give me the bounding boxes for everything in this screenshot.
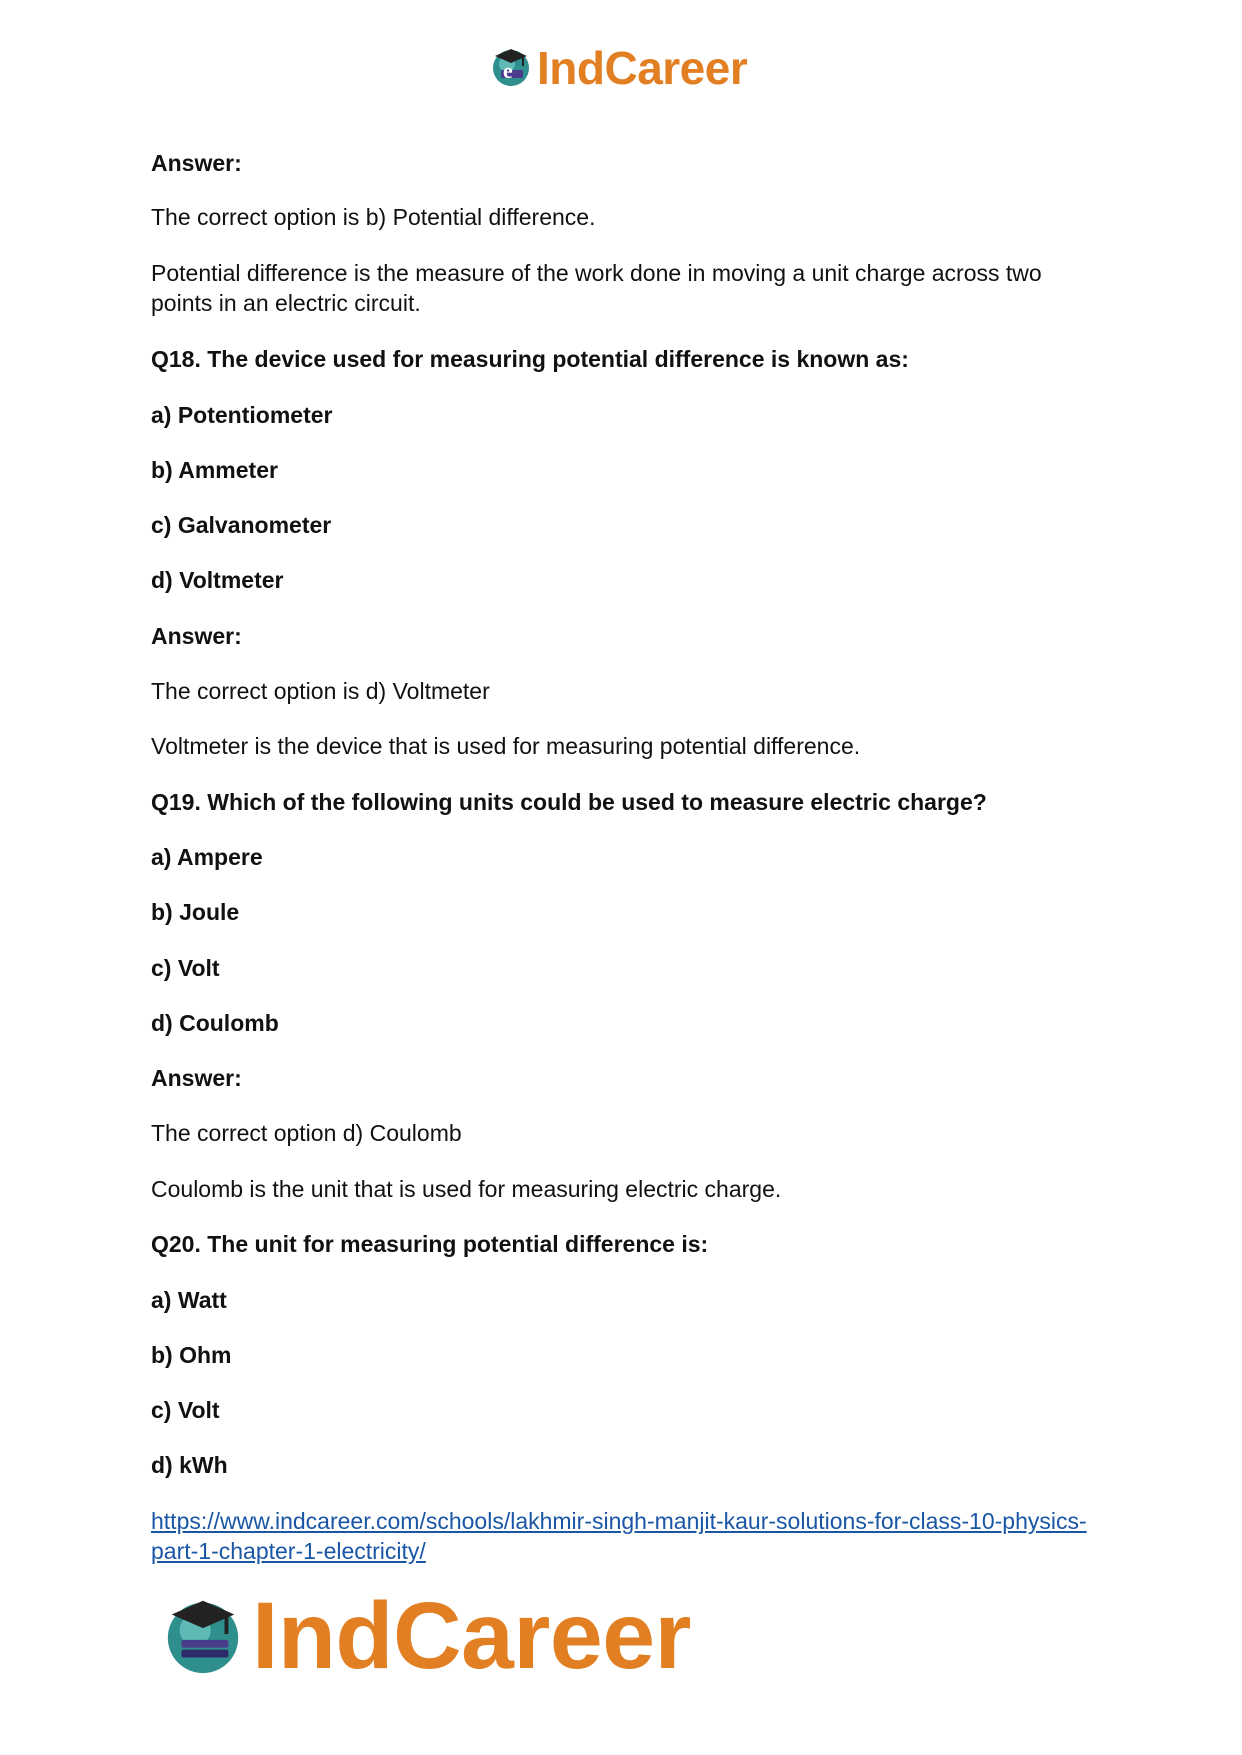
explanation-text: Voltmeter is the device that is used for measuring potential difference.	[151, 733, 861, 759]
option-item: d) Coulomb	[151, 1010, 279, 1036]
option-item: a) Watt	[151, 1287, 227, 1313]
header-logo-text: IndCareer	[537, 42, 748, 94]
question-q20: Q20. The unit for measuring potential difference is:	[151, 1231, 709, 1257]
option-item: c) Galvanometer	[151, 512, 332, 538]
answer-label: Answer:	[151, 623, 242, 649]
header-logo	[489, 42, 747, 94]
option-item: d) kWh	[151, 1452, 228, 1478]
answer-text: The correct option is b) Potential difference.	[151, 204, 596, 230]
graduation-globe-icon	[489, 44, 533, 93]
footer-logo-text: IndCareer	[252, 1583, 692, 1689]
option-item: d) Voltmeter	[151, 567, 284, 593]
explanation-text: Coulomb is the unit that is used for measuring electric charge.	[151, 1176, 782, 1202]
source-link-line-2[interactable]: part-1-chapter-1-electricity/	[151, 1538, 426, 1564]
footer-logo	[160, 1583, 692, 1689]
option-item: c) Volt	[151, 955, 220, 981]
option-item: a) Ampere	[151, 844, 263, 870]
graduation-globe-icon	[160, 1591, 246, 1682]
option-item: b) Ohm	[151, 1342, 232, 1368]
answer-label: Answer:	[151, 1065, 242, 1091]
question-q19: Q19. Which of the following units could be used to measure electric charge?	[151, 789, 987, 815]
option-item: b) Ammeter	[151, 457, 278, 483]
answer-text: The correct option d) Coulomb	[151, 1120, 462, 1146]
explanation-text: Potential difference is the measure of the work done in moving a unit charge across two points in an electric circuit.	[151, 260, 1042, 316]
option-item: a) Potentiometer	[151, 402, 333, 428]
source-link-line-1[interactable]: https://www.indcareer.com/schools/lakhmir-singh-manjit-kaur-solutions-for-class-10-physics-	[151, 1508, 1087, 1534]
option-item: b) Joule	[151, 899, 240, 925]
svg-text:e: e	[503, 57, 513, 83]
answer-label: Answer:	[151, 150, 242, 176]
source-link[interactable]	[151, 1506, 1087, 1566]
answer-text: The correct option is d) Voltmeter	[151, 678, 490, 704]
option-item: c) Volt	[151, 1397, 220, 1423]
question-q18: Q18. The device used for measuring potential difference is known as:	[151, 346, 909, 372]
